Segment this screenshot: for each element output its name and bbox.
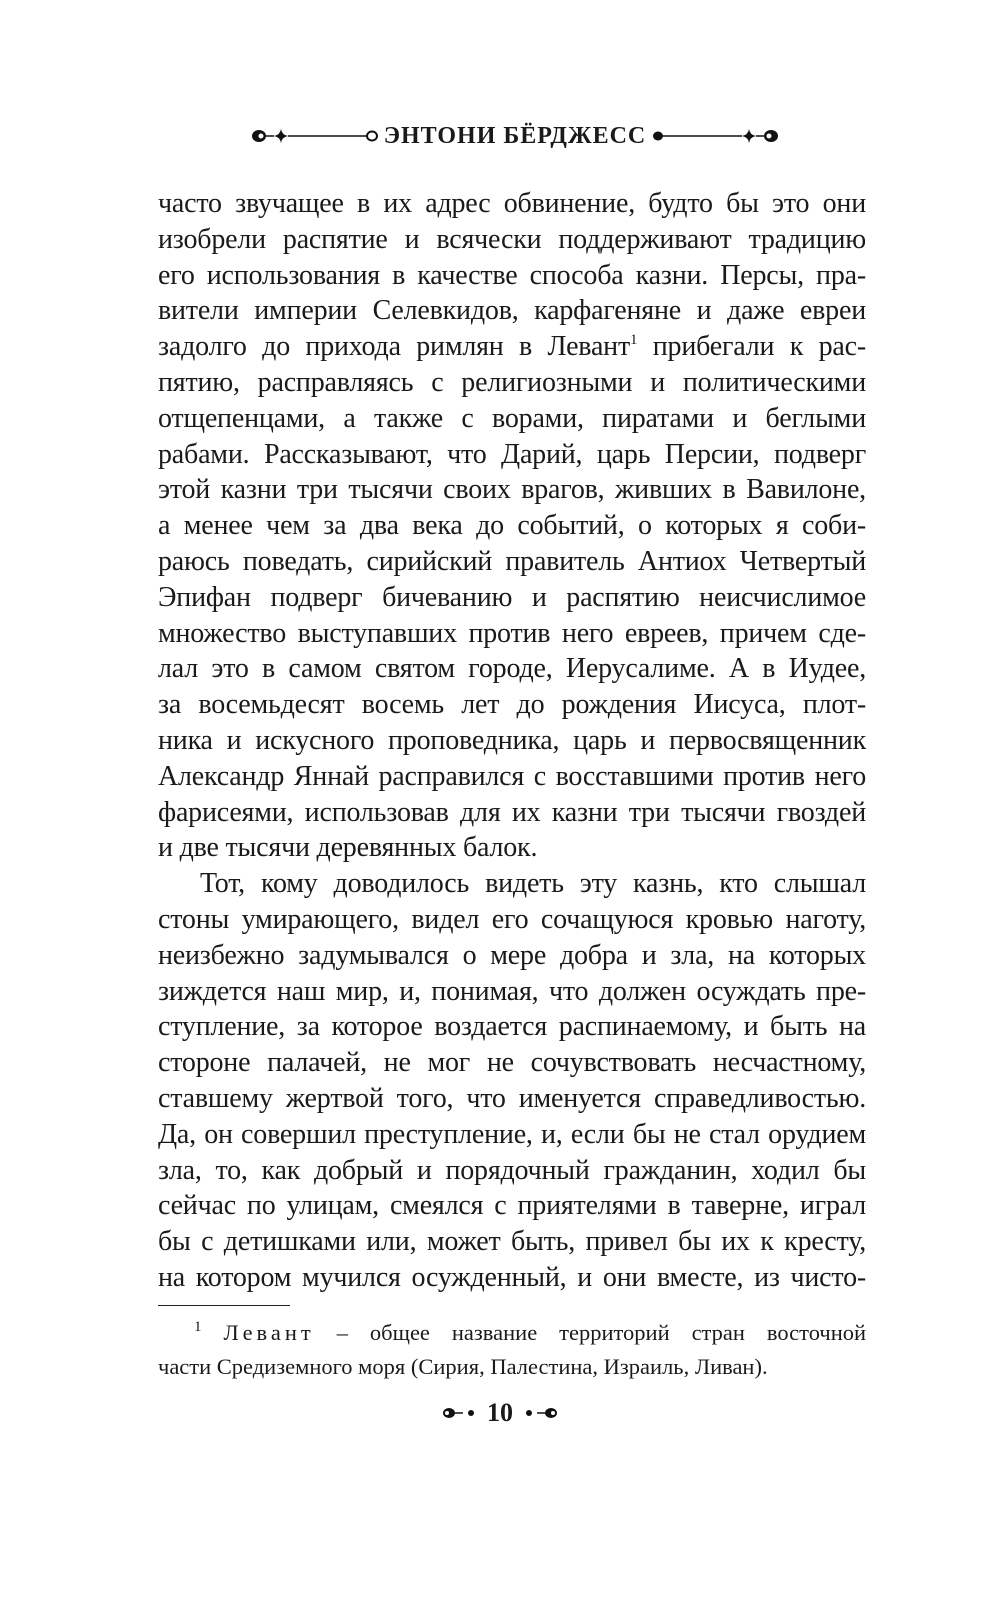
footnote-line: части Средиземного моря (Сирия, Палестина, Израиль, Ливан). — [158, 1354, 768, 1379]
body-text — [158, 186, 866, 1296]
text-line — [158, 1117, 866, 1153]
text-line — [158, 723, 866, 759]
text-line-content: неизбежно задумывался о мере добра и зла, на которых — [158, 939, 866, 971]
text-line-content: Александр Яннай расправился с восставшими против него — [158, 760, 866, 792]
text-line-content: изобрели распятие и всячески поддерживают традицию — [158, 223, 866, 255]
text-line — [158, 616, 866, 652]
text-line-content: пятию, расправляясь с религиозными и политическими — [158, 366, 866, 398]
text-line-content: Тот, кому доводилось видеть эту казнь, кто слышал — [200, 868, 866, 900]
text-line-content: задолго до прихода римлян в Левант — [158, 331, 630, 363]
footnote-number: 1 — [194, 1319, 202, 1335]
text-line-content: раюсь поведать, сирийский правитель Антиох Четвертый — [158, 545, 866, 577]
text-line — [158, 401, 866, 437]
text-line — [158, 1009, 866, 1045]
page-footer — [0, 1398, 1000, 1428]
text-line — [158, 1224, 866, 1260]
text-line-content: на котором мучился осужденный, и они вместе, из чисто- — [158, 1261, 866, 1293]
footnote-text: – общее название территорий стран восточной — [336, 1320, 867, 1345]
text-line — [158, 651, 866, 687]
running-title: ЭНТОНИ БЁРДЖЕСС — [383, 122, 647, 149]
text-line-content: а менее чем за два века до событий, о которых я соби- — [158, 510, 866, 542]
text-line-content: ставшему жертвой того, что именуется справедливостью. — [158, 1082, 866, 1114]
text-line — [158, 580, 866, 616]
text-line — [158, 508, 866, 544]
left-ornament-icon — [250, 126, 380, 146]
text-line-content: его использования в качестве способа казни. Персы, пра- — [158, 259, 866, 291]
text-line-content: рабами. Рассказывают, что Дарий, царь Персии, подверг — [158, 438, 866, 470]
text-line-content: и две тысячи деревянных балок. — [158, 832, 538, 864]
page-number: 10 — [487, 1398, 513, 1427]
text-line-content: множество выступавших против него евреев, причем сде- — [158, 617, 866, 649]
text-line-content: отщепенцами, а также с ворами, пиратами и беглыми — [158, 402, 866, 434]
footnote-term: Левант — [223, 1320, 315, 1345]
right-page-ornament-icon — [523, 1405, 559, 1421]
text-line-content: фарисеями, использовав для их казни три тысячи гвоздей — [158, 796, 866, 828]
text-line — [158, 1260, 866, 1296]
text-line — [158, 759, 866, 795]
text-line-content: стоны умирающего, видел его сочащуюся кровью наготу, — [158, 903, 866, 935]
text-line — [158, 830, 866, 866]
text-line — [158, 938, 866, 974]
text-line — [158, 1081, 866, 1117]
text-line-content: за восемьдесят восемь лет до рождения Иисуса, плот- — [158, 689, 866, 721]
text-line — [158, 974, 866, 1010]
text-line-content: часто звучащее в их адрес обвинение, будто бы это они — [158, 188, 866, 219]
text-line-content: этой казни три тысячи своих врагов, живших в Вавилоне, — [158, 474, 866, 506]
text-line-content: ника и искусного проповедника, царь и первосвященник — [158, 724, 866, 756]
text-line — [158, 365, 866, 401]
text-line-content: ступление, за которое воздается распинаемому, и быть на — [158, 1011, 866, 1043]
running-header — [250, 118, 780, 154]
footnote-divider — [158, 1305, 290, 1306]
text-line — [158, 1153, 866, 1189]
text-line-content: зла, то, как добрый и порядочный гражданин, ходил бы — [158, 1154, 866, 1186]
text-line — [158, 293, 866, 329]
text-line — [158, 795, 866, 831]
text-line — [158, 222, 866, 258]
text-line — [158, 1045, 866, 1081]
text-line-content: лал это в самом святом городе, Иерусалиме. А в Иудее, — [158, 653, 866, 685]
footnote — [158, 1316, 866, 1384]
text-line — [158, 472, 866, 508]
text-line — [158, 902, 866, 938]
text-line-content: стороне палачей, не мог не сочувствовать несчастному, — [158, 1047, 866, 1079]
right-ornament-icon — [650, 126, 780, 146]
text-line-content: бы с детишками или, может быть, привел бы их к кресту, — [158, 1226, 866, 1258]
text-line-content: зиждется наш мир, и, понимая, что должен осуждать пре- — [158, 975, 866, 1007]
text-line — [158, 1188, 866, 1224]
text-line — [158, 866, 866, 902]
text-line — [158, 687, 866, 723]
footnote-line — [158, 1316, 866, 1350]
text-line — [158, 329, 866, 365]
text-line-content: Да, он совершил преступление, и, если бы не стал орудием — [158, 1118, 866, 1150]
left-page-ornament-icon — [441, 1405, 477, 1421]
footnote-reference[interactable]: 1 — [630, 332, 638, 349]
text-line-content: вители империи Селевкидов, карфагеняне и даже евреи — [158, 295, 866, 327]
text-line — [158, 186, 866, 222]
text-line-content: Эпифан подверг бичеванию и распятию неисчислимое — [158, 581, 866, 613]
text-line-content: сейчас по улицам, смеялся с приятелями в таверне, играл — [158, 1190, 866, 1222]
text-line — [158, 544, 866, 580]
text-line — [158, 258, 866, 294]
text-line — [158, 437, 866, 473]
text-line-content: прибегали к рас- — [652, 331, 866, 363]
